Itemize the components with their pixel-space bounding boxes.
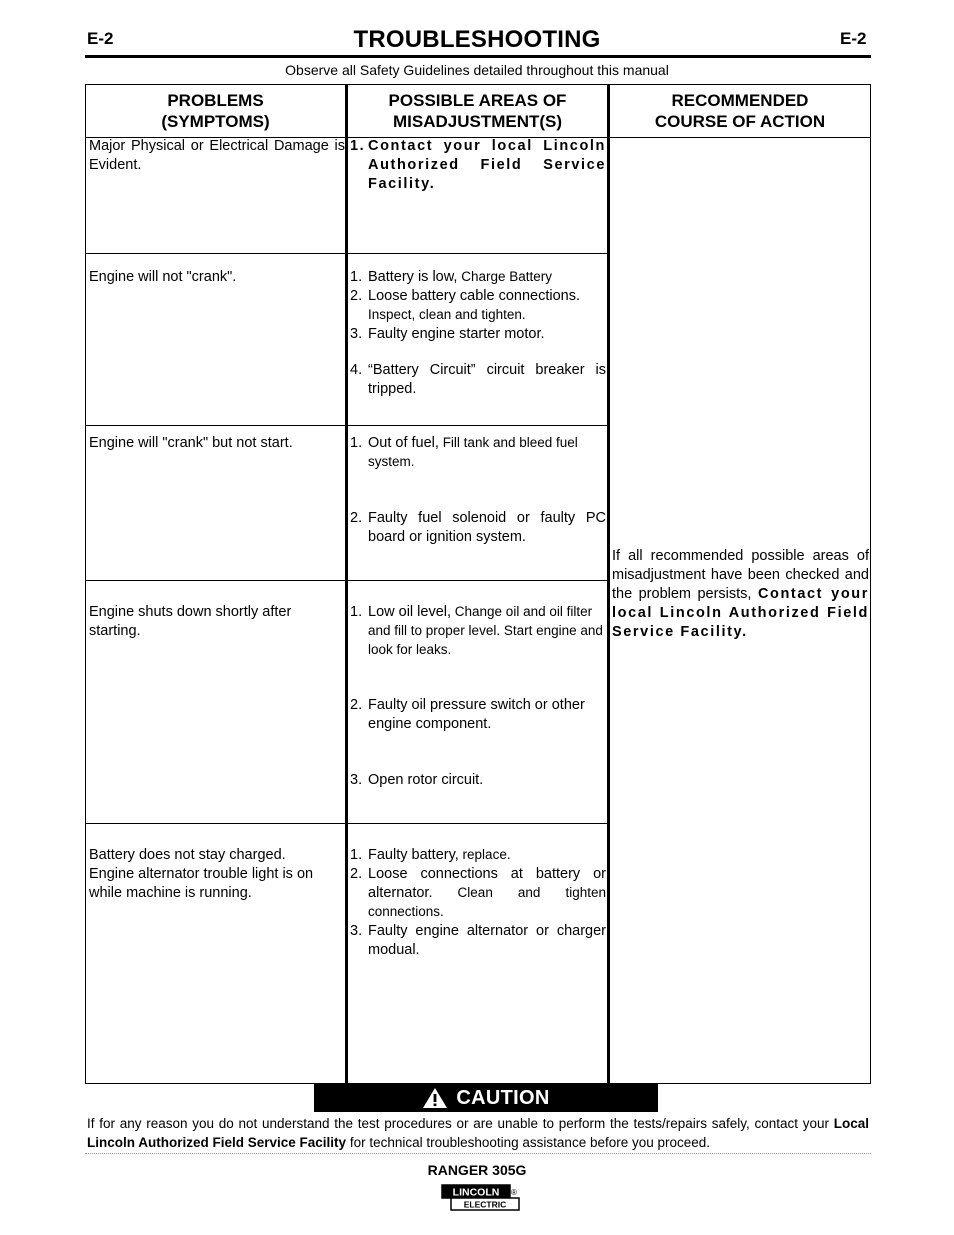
cause-item: 1. Low oil level, Change oil and oil filter and fill to proper level. Start engine and look for leaks.: [350, 604, 603, 657]
row-divider: [85, 253, 609, 254]
cause-item: 2. Faulty fuel solenoid or faulty PC board or ignition system.: [350, 510, 606, 545]
lincoln-electric-logo: [441, 1184, 521, 1212]
causes-cell: [350, 137, 606, 194]
cause-item: 1. Battery is low, Charge Battery: [350, 269, 552, 285]
column-header-areas: POSSIBLE AREAS OF MISADJUSTMENT(S): [388, 91, 567, 131]
cause-item: 3. Faulty engine starter motor.: [350, 326, 545, 342]
problem-cell: Engine will not "crank".: [89, 269, 237, 285]
causes-cell: [350, 603, 606, 790]
cause-item: 2. Loose connections at battery or alternator. Clean and tighten connections.: [350, 866, 606, 919]
row-divider: [85, 425, 609, 426]
cause-item: 3. Open rotor circuit.: [350, 772, 484, 788]
footer-divider: [85, 1153, 871, 1154]
cause-item: 1. Out of fuel, Fill tank and bleed fuel system.: [350, 435, 578, 469]
registered-mark: ®: [511, 1188, 517, 1197]
column-divider-1: [345, 84, 348, 1084]
cause-item: 1. Faulty battery, replace.: [350, 847, 511, 863]
page-code-left: E-2: [87, 29, 114, 48]
causes-cell: [350, 268, 606, 399]
caution-banner: [314, 1084, 658, 1112]
logo-top-text: LINCOLN: [452, 1186, 500, 1199]
cause-item: 3. Faulty engine alternator or charger modual.: [350, 923, 606, 958]
row-divider: [85, 580, 609, 581]
caution-text: If for any reason you do not understand the test procedures or are unable to perform the tests/repairs safely, contact your Local Lincoln Authorized Field Service Facility for technical troubleshooting assistance before you proceed.: [87, 1116, 869, 1150]
causes-cell: [350, 846, 606, 960]
logo-bottom-text: ELECTRIC: [463, 1199, 507, 1210]
recommended-action: If all recommended possible areas of misadjustment have been checked and the problem persists, Contact your local Lincoln Authorized Field Service Facility.: [612, 548, 869, 640]
column-divider-2: [607, 84, 610, 1084]
model-name: RANGER 305G: [427, 1162, 527, 1178]
cause-item: 2. Faulty oil pressure switch or other engine component.: [350, 697, 585, 732]
problem-cell: Major Physical or Electrical Damage is Evident.: [89, 138, 345, 173]
page-code-right: E-2: [840, 29, 867, 48]
row-divider: [85, 823, 609, 824]
caution-label: CAUTION: [456, 1086, 550, 1109]
problem-cell: Engine shuts down shortly after starting.: [89, 604, 292, 639]
problem-cell: Battery does not stay charged. Engine alternator trouble light is on while machine is running.: [89, 847, 314, 901]
causes-cell: [350, 434, 606, 547]
cause-item: 1. Contact your local Lincoln Authorized Field Service Facility.: [350, 138, 606, 192]
cause-item: 2. Loose battery cable connections. Inspect, clean and tighten.: [350, 288, 580, 322]
title-rule: [85, 55, 871, 58]
warning-triangle-icon: [422, 1087, 448, 1109]
problem-cell: Engine will "crank" but not start.: [89, 435, 293, 451]
column-header-action: RECOMMENDED COURSE OF ACTION: [654, 91, 826, 131]
cause-item: 4. “Battery Circuit” circuit breaker is tripped.: [350, 362, 606, 397]
column-header-problems: PROBLEMS (SYMPTOMS): [161, 91, 270, 131]
page-title: TROUBLESHOOTING: [353, 26, 601, 53]
safety-subtitle: Observe all Safety Guidelines detailed throughout this manual: [285, 62, 669, 78]
